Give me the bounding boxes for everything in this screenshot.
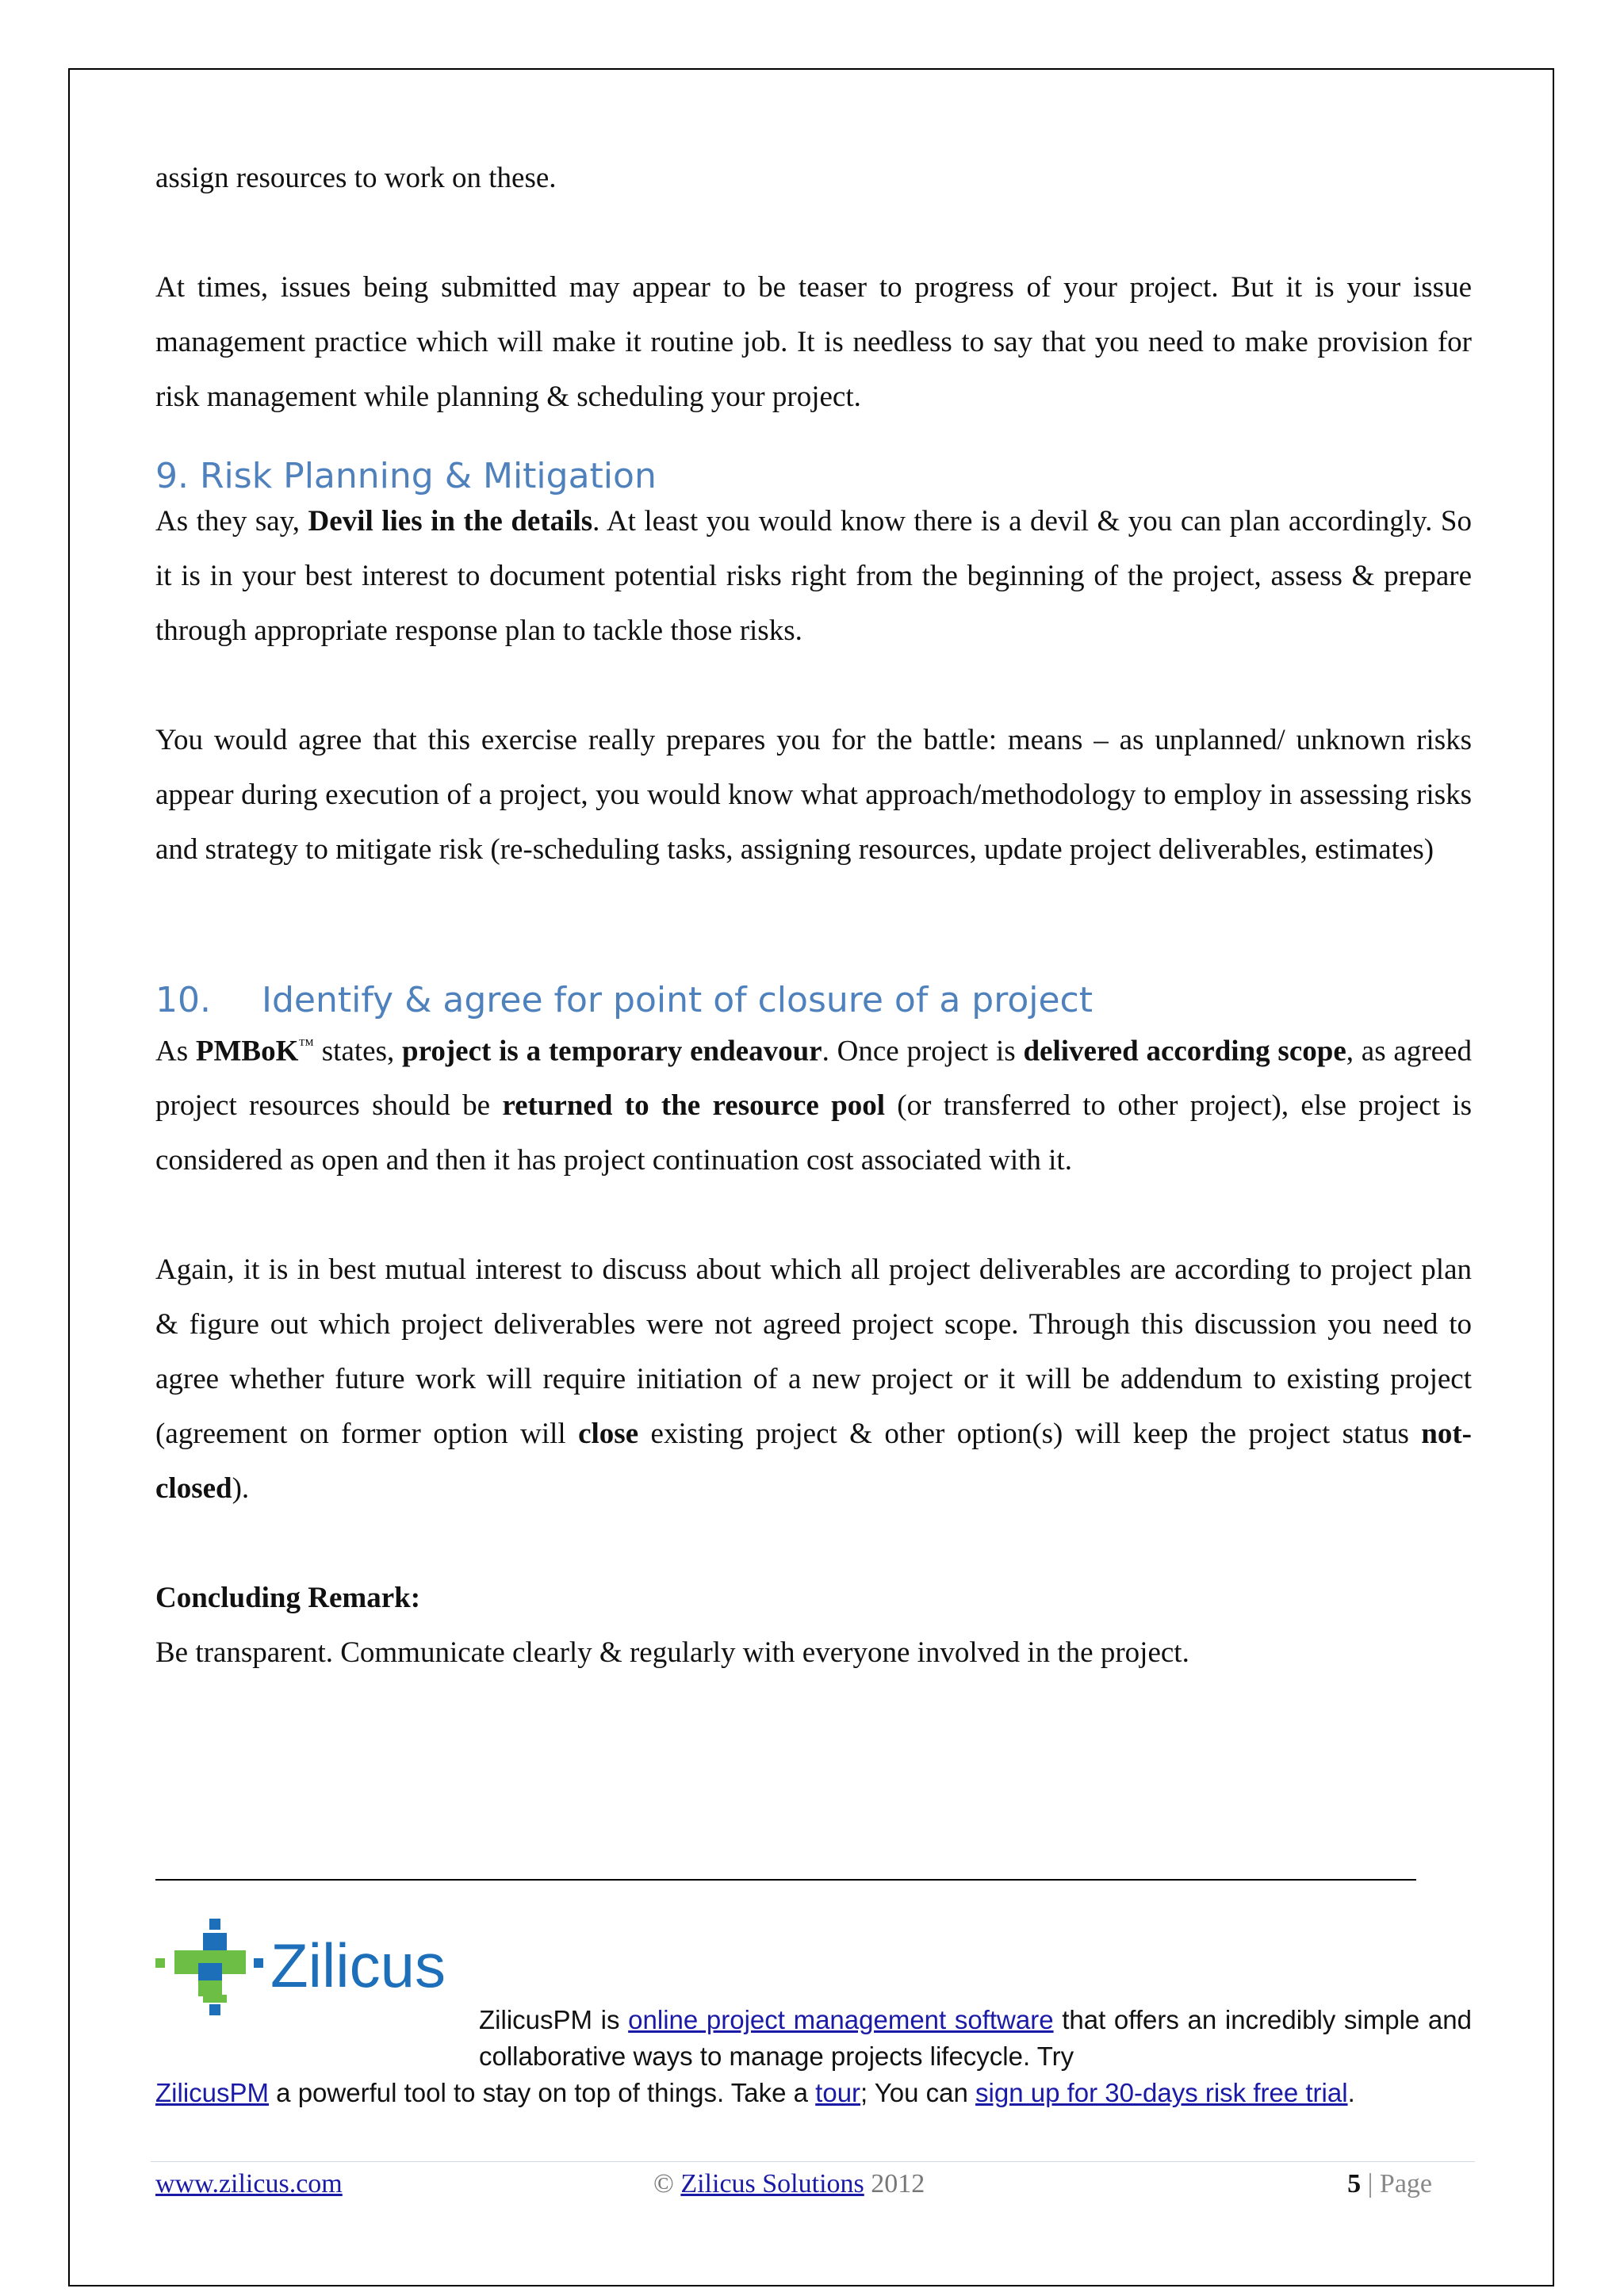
bold-text: delivered according scope [1023,1035,1346,1068]
text-span: a powerful tool to stay on top of things. Take a [269,2078,816,2107]
footer-company-link[interactable]: Zilicus Solutions [680,2169,864,2198]
copyright-year: 2012 [871,2169,925,2198]
text-span: (or transferred to other project), else project is considered as open and then it has project continuation cost associated with it. [155,1089,1472,1177]
text-span: As [155,1035,196,1068]
footer-website-link[interactable]: www.zilicus.com [155,2169,343,2198]
page-number [1347,2169,1432,2199]
logo-text: Zilicus [270,1931,446,2000]
text-span: As they say, [155,505,308,538]
paragraph-devil-details [155,494,1472,658]
concluding-remark-text: Be transparent. Communicate clearly & regularly with everyone involved in the project. [155,1636,1189,1670]
text-span: . Once project is [822,1035,1024,1068]
paragraph-mutual-interest [155,1242,1472,1516]
bold-text: PMBoK [195,1035,299,1068]
copyright-symbol: © [653,2169,674,2198]
footer-divider [155,1879,1416,1881]
logo-mark-icon [155,1919,263,2015]
page-label: Page [1379,2169,1432,2198]
link-online-pm-software[interactable]: online project management software [628,2005,1054,2034]
text-span: ZilicusPM is [479,2005,629,2034]
page-footer [155,2169,1432,2209]
paragraph-pmbok [155,1018,1472,1188]
bold-text: returned to the resource pool [502,1089,885,1123]
separator: | [1367,2169,1373,2198]
text-span: , as agreed project resources should be [155,1035,1472,1123]
text-span: that offers an incredibly simple and collaborative ways to manage projects lifecycle. Try [479,2005,1472,2071]
text-span: Again, it is in best mutual interest to discuss about which all project deliverables are according to project plan & figure out which project deliverables were not agreed project scope. Through this discussion you need to agree whether future work will require initiation of a new project or it will be addendum to existing project (agreement on former option will [155,1253,1472,1451]
text-span: existing project & other option(s) will keep the project status [638,1418,1422,1451]
text-span: ; You can [860,2078,976,2107]
link-tour[interactable]: tour [815,2078,861,2107]
bold-text: Concluding Remark: [155,1582,421,1615]
page-body [155,151,1472,1680]
bold-text: not-closed [155,1418,1472,1506]
paragraph-assign-resources: assign resources to work on these. [155,162,557,194]
bold-text: close [578,1418,639,1451]
heading-risk-planning [155,454,1472,499]
text-span: ). [232,1472,250,1506]
zilicuspm-promo [155,2002,1472,2111]
bold-text: project is a temporary endeavour [402,1035,822,1068]
footer-top-line [151,2161,1475,2162]
link-signup-trial[interactable]: sign up for 30-days risk free trial [975,2078,1348,2107]
bold-text: Devil lies in the details [308,505,593,538]
paragraph-issue-management: At times, issues being submitted may appear to be teaser to progress of your project. But it is your issue management practice which will make it routine job. It is needless to say that you need to make provision for risk management while planning & scheduling your project. [155,271,1472,413]
heading-text: Risk Planning & Mitigation [199,456,657,496]
heading-text: Identify & agree for point of closure of a project [262,980,1093,1020]
trademark-symbol: ™ [298,1036,314,1054]
heading-number: 10. [155,980,211,1020]
concluding-remark-label [155,1571,1472,1625]
footer-copyright [653,2169,925,2199]
paragraph-battle: You would agree that this exercise really prepares you for the battle: means – as unplanned/ unknown risks appear during execution of a project, you would know what approach/methodology to employ in assessing risks and strategy to mitigate risk (re-scheduling tasks, assigning resources, update project deliverables, estimates) [155,724,1472,866]
text-span: . At least you would know there is a devil & you can plan accordingly. So it is in your best interest to document potential risks right from the beginning of the project, assess & prepare through appropriate response plan to tackle those risks. [155,505,1472,647]
heading-number: 9. [155,456,189,496]
page-number-value: 5 [1347,2169,1362,2198]
link-zilicuspm[interactable]: ZilicusPM [155,2078,270,2107]
text-span: states, [314,1035,403,1068]
heading-point-of-closure [155,978,1472,1023]
text-span: . [1347,2078,1355,2107]
